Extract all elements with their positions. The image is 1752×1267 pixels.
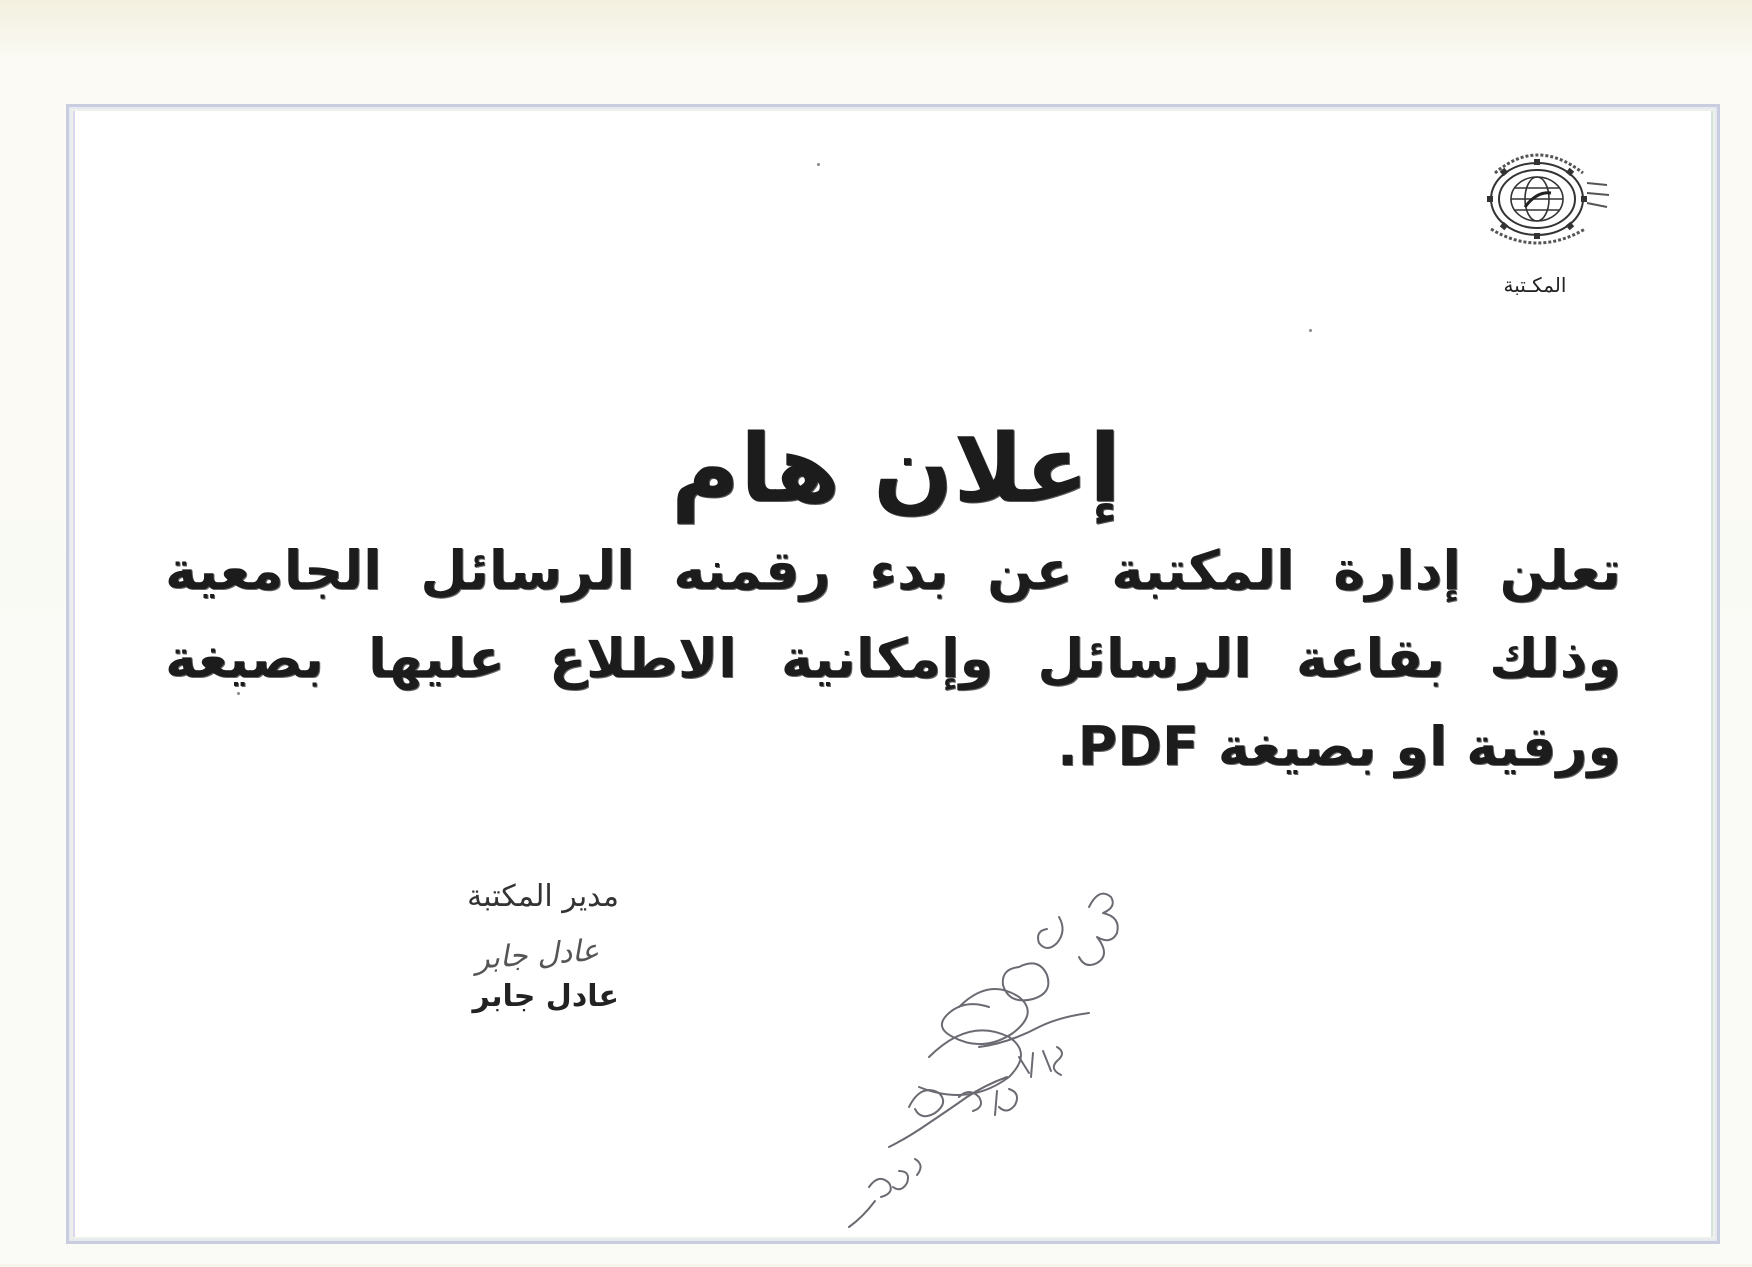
document-page <box>66 104 1720 1244</box>
university-logo <box>1467 133 1617 253</box>
scan-speck <box>817 163 820 166</box>
handwritten-signature: عادل جابر <box>473 933 601 977</box>
signature-block <box>359 877 619 1017</box>
announcement-body: تعلن إدارة المكتبة عن بدء رقمنه الرسائل الجامعية وذلك بقاعة الرسائل وإمكانية الاطلاع عليها بصيغة ورقية او بصيغة PDF. <box>165 539 1621 778</box>
signatory-name: عادل جابر <box>472 979 619 1014</box>
library-label: المكـتبة <box>1503 273 1567 297</box>
announcement-title: إعلان هام <box>670 414 1122 524</box>
scan-speck <box>237 692 240 695</box>
signatory-title: مدير المكتبة <box>467 879 619 914</box>
scan-speck <box>1309 329 1312 332</box>
handwritten-annotation <box>809 847 1229 1267</box>
